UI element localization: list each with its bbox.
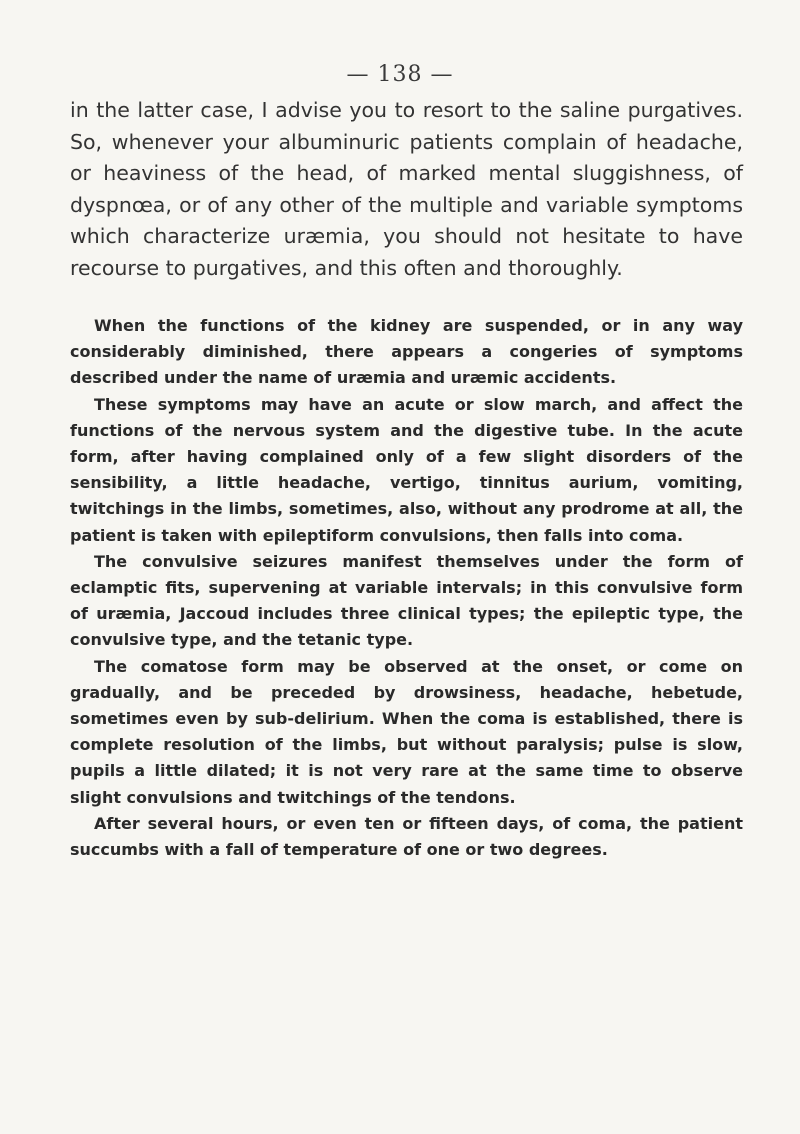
page-number: — 138 — <box>346 62 454 87</box>
paragraph-outcome: After several hours, or even ten or fifteen days, of coma, the patient succumbs with a fall of temperature of one or two degrees. <box>70 813 743 860</box>
lead-paragraph: in the latter case, I advise you to resort to the saline purgatives. So, whenever your albuminuric patients complain of headache, or heaviness of the head, of marked mental sluggishness, of dyspnœa, or of any other of the multiple and variable symptoms which characterize uræmia, you should not hesitate to have recourse to purgatives, and this often and thoroughly. <box>70 98 743 280</box>
paragraph-comatose-form: The comatose form may be observed at the onset, or come on gradually, and be preceded by drowsiness, headache, hebetude, sometimes even by sub-delirium. When the coma is established, there is complete resolution of the limbs, but without paralysis; pulse is slow, pupils a little dilated; it is not very rare at the same time to observe slight convulsions and twitchings of the tendons. <box>70 656 743 807</box>
body-text <box>70 313 743 863</box>
paragraph-uraemia-definition: When the functions of the kidney are suspended, or in any way considerably diminished, there appears a congeries of symptoms described under the name of uræmia and uræmic accidents. <box>70 316 743 388</box>
paragraph-acute-form: These symptoms may have an acute or slow march, and affect the functions of the nervous system and the digestive tube. In the acute form, after having complained only of a few slight disorders of the sensibility, a little headache, vertigo, tinnitus aurium, vomiting, twitchings in the limbs, sometimes, also, without any prodrome at all, the patient is taken with epileptiform convulsions, then falls into coma. <box>70 394 743 545</box>
paragraph-convulsive-form: The convulsive seizures manifest themselves under the form of eclamptic fits, supervening at variable intervals; in this convulsive form of uræmia, Jaccoud includes three clinical types; the epileptic type, the convulsive type, and the tetanic type. <box>70 551 743 650</box>
